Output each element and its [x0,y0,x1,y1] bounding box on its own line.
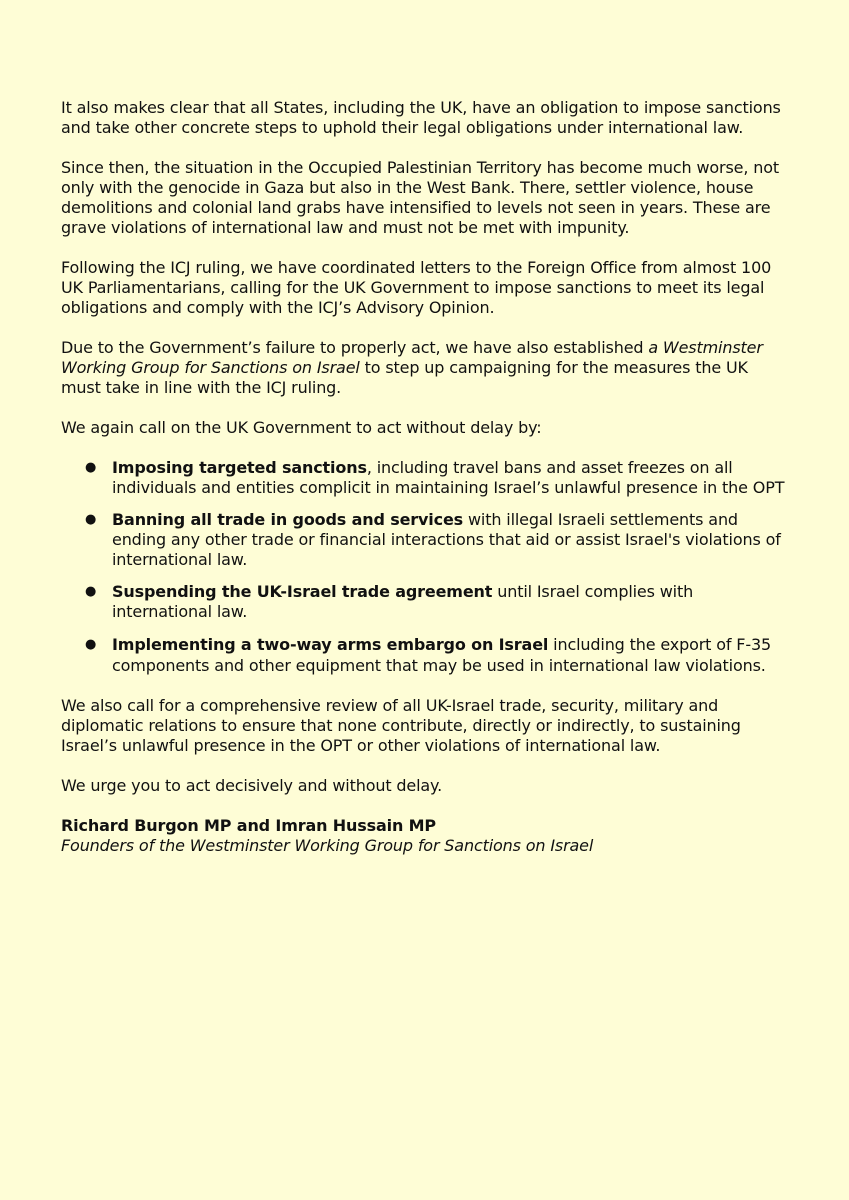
paragraph-review: We also call for a comprehensive review of all UK-Israel trade, security, military and diplomatic relations to ensure that none contribute, directly or indirectly, to sustaining Israel’s unlawful presence in the OPT or other violations of international law. [61,696,741,755]
bullet-icon: ● [85,637,97,652]
signatory-names: Richard Burgon MP and Imran Hussain MP [61,816,436,835]
demand-title: Suspending the UK-Israel trade agreement [112,582,493,601]
paragraph-following-icj: Following the ICJ ruling, we have coordinated letters to the Foreign Office from almost 100 UK Parliamentarians, calling for the UK Government to impose sanctions to meet its legal obligations and comply with the ICJ’s Advisory Opinion. [61,258,772,317]
demand-detail: including the export of F-35 components and other equipment that may be used in international law violations. [112,635,772,675]
demand-detail: , including travel bans and asset freezes on all individuals and entities complicit in maintaining Israel’s unlawful presence in the OPT [112,458,785,497]
list-item [61,510,789,570]
demand-title: Banning all trade in goods and services [112,510,464,529]
paragraph-working-group-start: Due to the Government’s failure to properly act, we have also established [61,338,649,357]
demand-detail: until Israel complies with international law. [112,582,694,621]
list-item [61,634,789,676]
list-item [61,582,789,622]
demand-detail: with illegal Israeli settlements and ending any other trade or financial interactions that aid or assist Israel's violations of international law. [112,510,781,569]
demand-title: Imposing targeted sanctions [112,458,367,477]
demands-list [61,458,789,676]
paragraph-working-group-end: to step up campaigning for the measures the UK must take in line with the ICJ ruling. [61,358,748,397]
paragraph-call: We again call on the UK Government to act without delay by: [61,418,542,437]
paragraph-urge: We urge you to act decisively and without delay. [61,776,443,795]
signatory-role: Founders of the Westminster Working Group for Sanctions on Israel [61,836,594,855]
paragraph-situation: Since then, the situation in the Occupied Palestinian Territory has become much worse, not only with the genocide in Gaza but also in the West Bank. There, settler violence, house demolitions and colonial land grabs have intensified to levels not seen in years. These are grave violations of international law and must not be met with impunity. [61,158,779,237]
paragraph-obligation: It also makes clear that all States, including the UK, have an obligation to impose sanctions and take other concrete steps to uphold their legal obligations under international law. [61,98,781,137]
demand-title: Implementing a two-way arms embargo on Israel [112,635,549,654]
paragraph-working-group [61,338,789,398]
letter-body [61,98,789,856]
signature-block [61,816,789,856]
list-item [61,458,789,498]
bullet-icon: ● [85,512,97,527]
working-group-name: a Westminster Working Group for Sanctions on Israel [61,338,763,377]
bullet-icon: ● [85,584,97,599]
bullet-icon: ● [85,460,97,475]
